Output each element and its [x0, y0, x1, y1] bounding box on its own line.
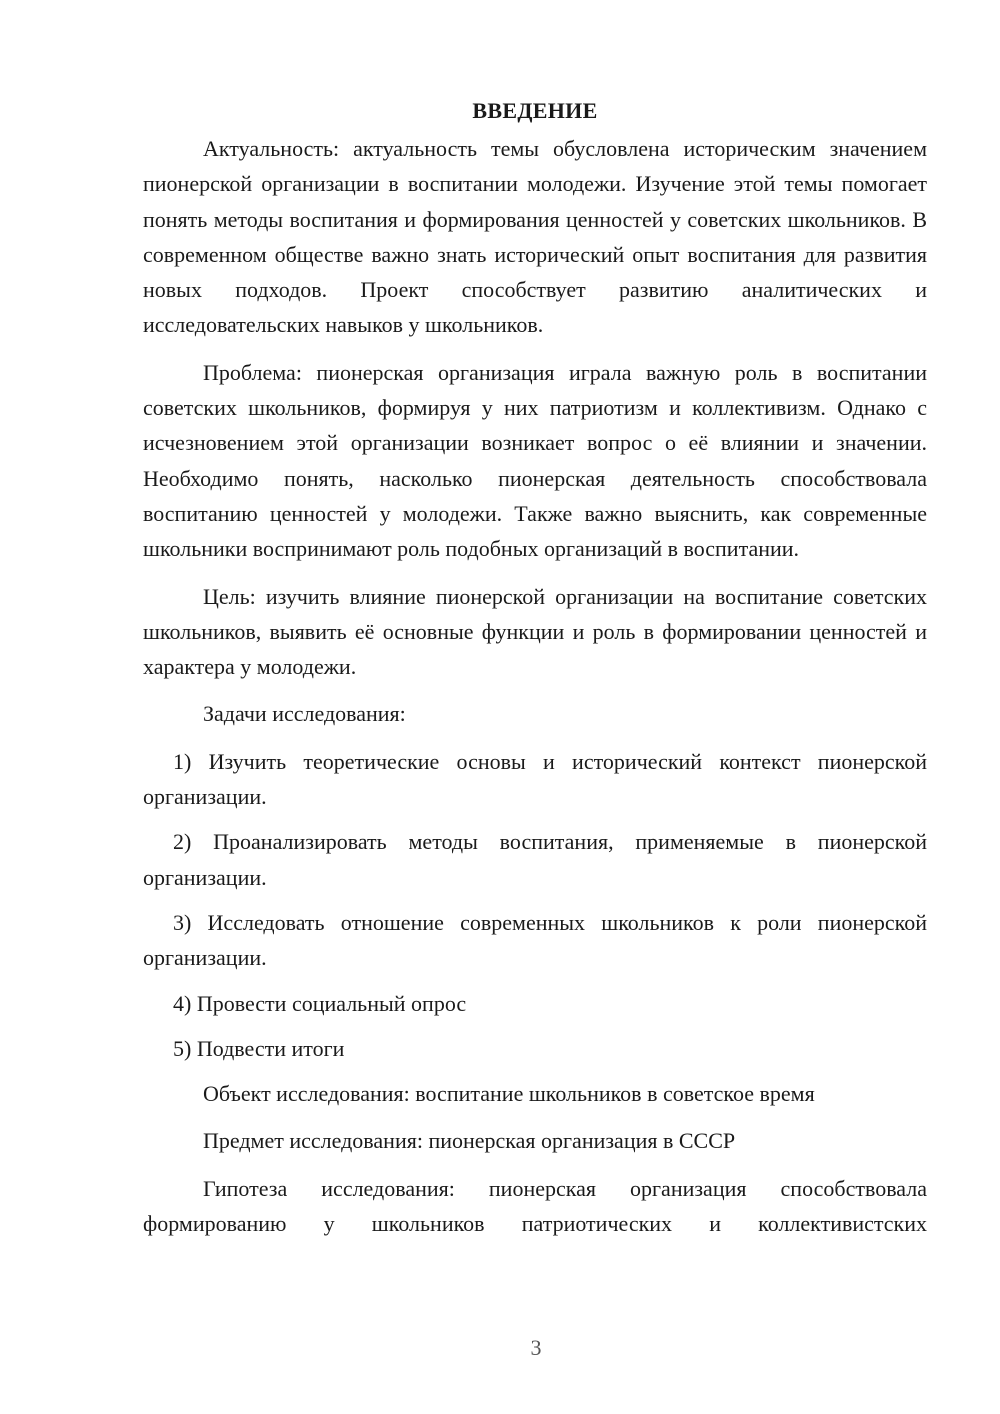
- page-number: 3: [530, 1335, 542, 1360]
- paragraph-goal: Цель: изучить влияние пионерской организации на воспитание советских школьников, выявить её основные функции и роль в формировании ценностей и характера у молодежи.: [143, 583, 927, 680]
- task-item-5: 5) Подвести итоги: [173, 1035, 345, 1061]
- section-heading: ВВЕДЕНИЕ: [472, 98, 598, 123]
- paragraph-hypothesis: Гипотеза исследования: пионерская организация способствовала формированию у школьников патриотических и коллективистских: [143, 1175, 927, 1237]
- paragraph-tasks-intro: Задачи исследования:: [203, 701, 406, 727]
- task-item-2: 2) Проанализировать методы воспитания, применяемые в пионерской организации.: [143, 829, 927, 890]
- task-item-3: 3) Исследовать отношение современных школьников к роли пионерской организации.: [143, 909, 927, 971]
- paragraph-relevance: Актуальность: актуальность темы обусловлена историческим значением пионерской организации в воспитании молодежи. Изучение этой темы помогает понять методы воспитания и формирования ценностей у советских школьников. В современном обществе важно знать исторический опыт воспитания для развития новых подходов. Проект способствует развитию аналитических и исследовательских навыков у школьников.: [143, 136, 927, 338]
- paragraph-problem: Проблема: пионерская организация играла важную роль в воспитании советских школьников, формируя у них патриотизм и коллективизм. Однако с исчезновением этой организации возникает вопрос о её влиянии и значении. Необходимо понять, насколько пионерская деятельность способствовала воспитанию ценностей у молодежи. Также важно выяснить, как современные школьники воспринимают роль подобных организаций в воспитании.: [143, 359, 927, 562]
- paragraph-object: Объект исследования: воспитание школьников в советское время: [203, 1081, 815, 1107]
- paragraph-subject: Предмет исследования: пионерская организация в СССР: [203, 1128, 736, 1154]
- task-item-4: 4) Провести социальный опрос: [173, 990, 467, 1016]
- page-content: [143, 95, 927, 1241]
- task-item-1: 1) Изучить теоретические основы и исторический контекст пионерской организации.: [143, 748, 927, 810]
